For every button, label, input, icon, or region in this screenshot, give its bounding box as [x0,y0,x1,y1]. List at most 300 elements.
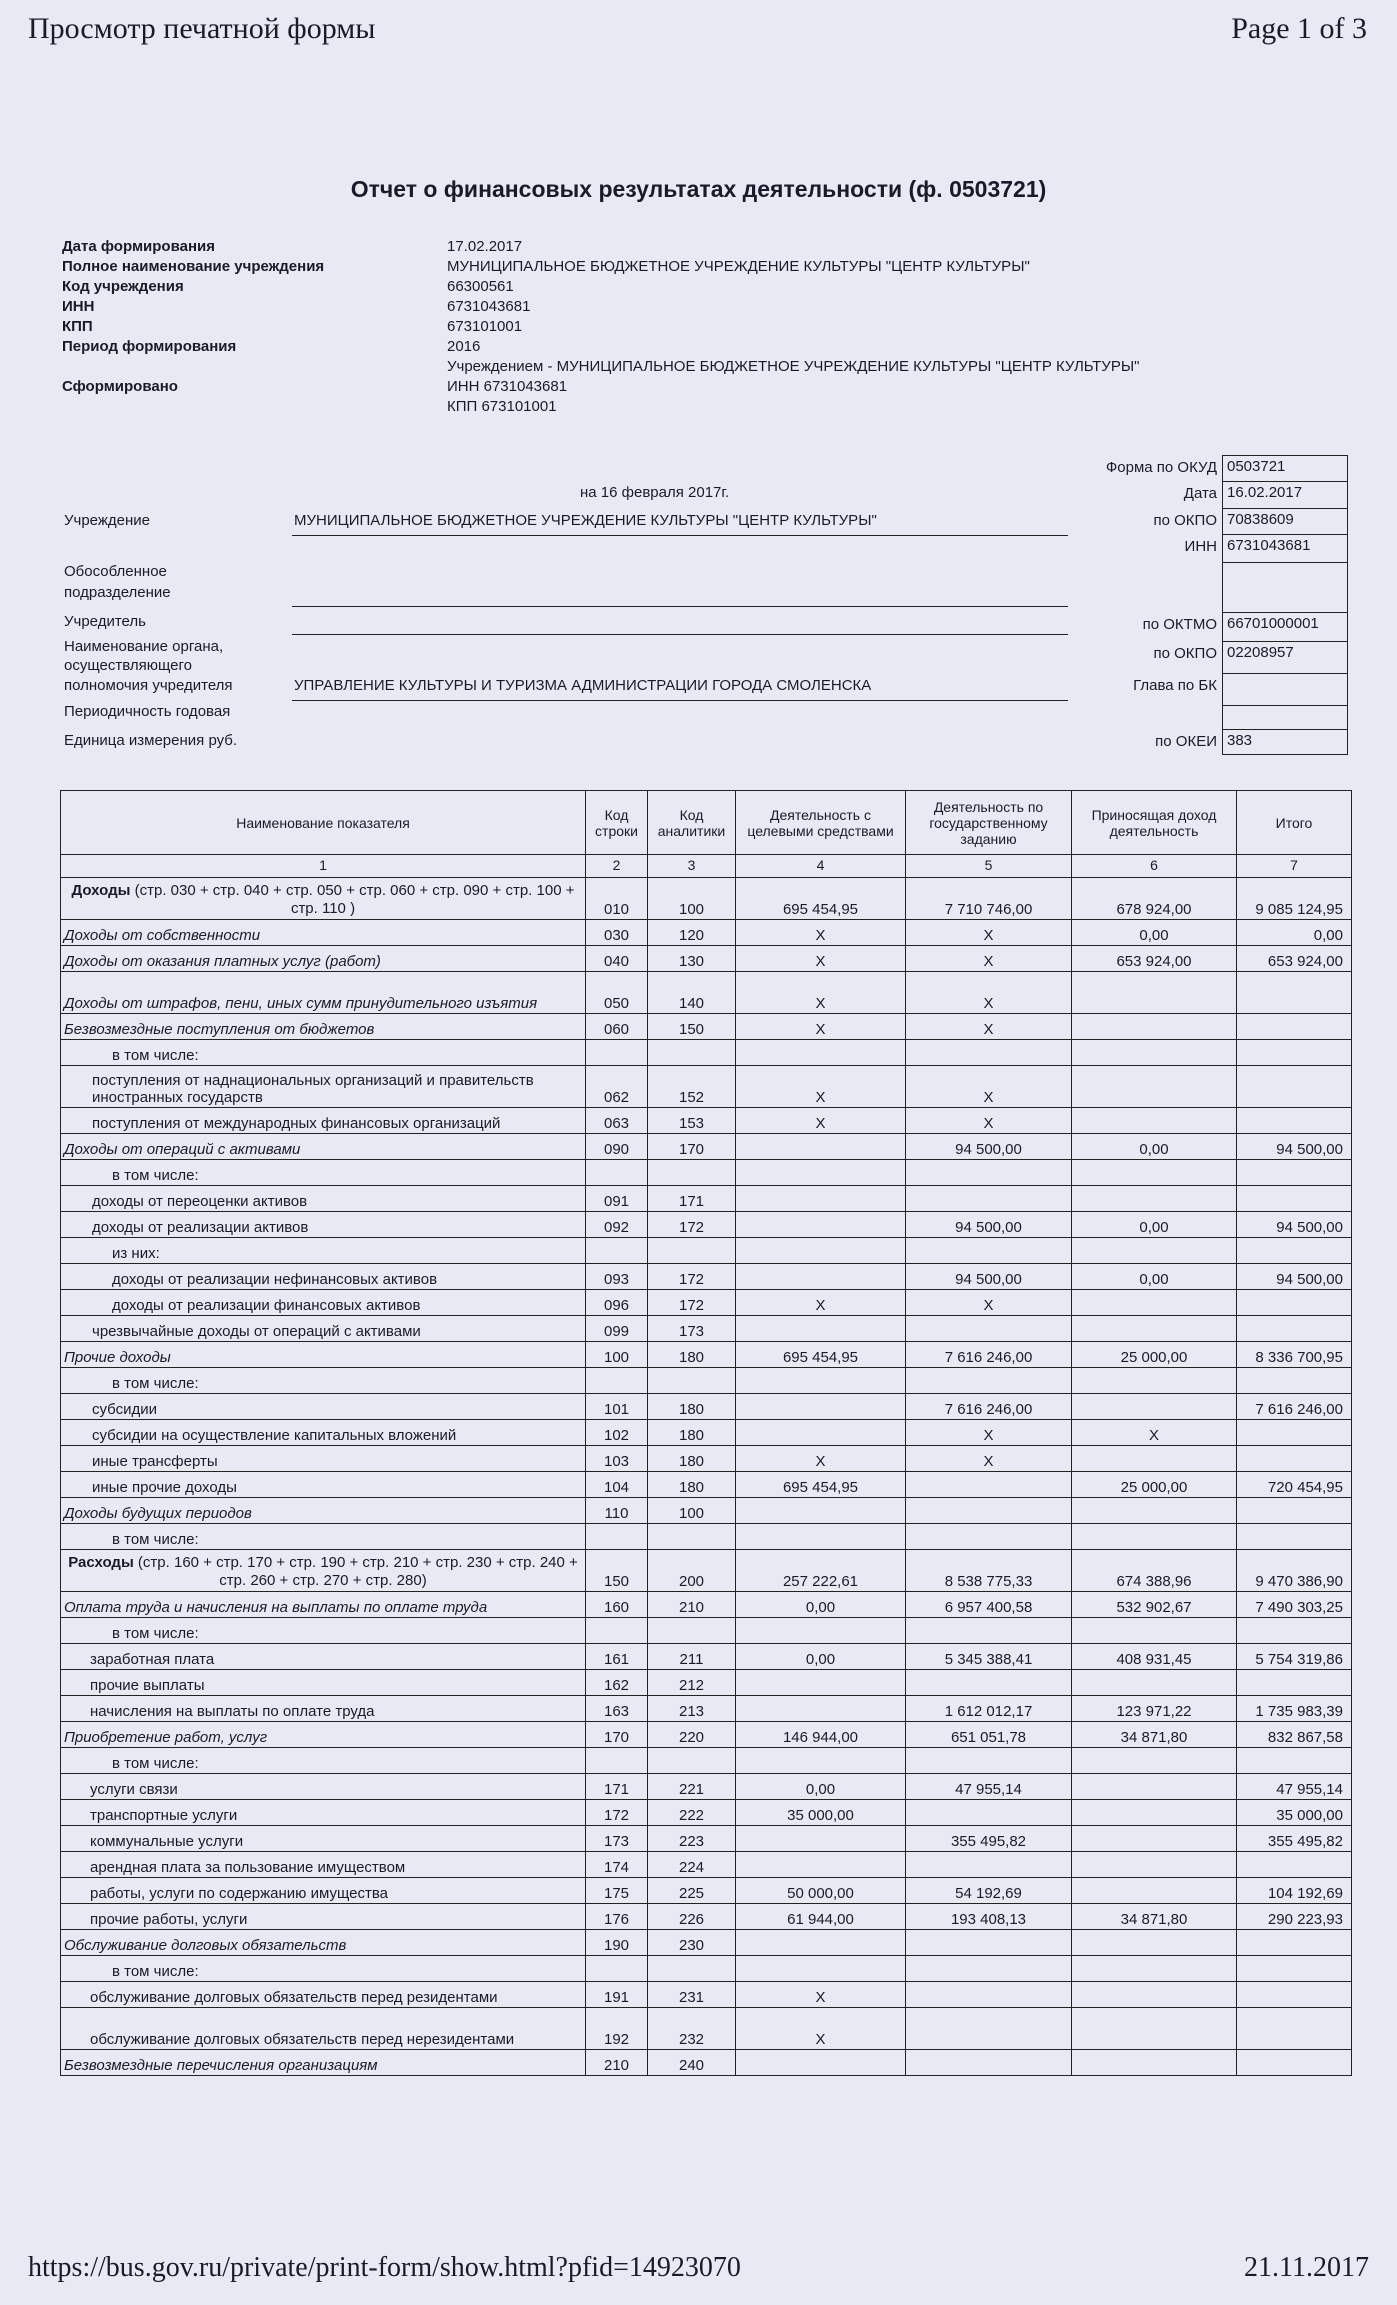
total-cell: 9 085 124,95 [1237,878,1352,920]
organ-label-2: осуществляющего [64,657,192,674]
total-cell [1237,1956,1352,1982]
line-code-cell: 110 [586,1498,648,1524]
table-header-row [61,791,1352,855]
state-task-cell: 94 500,00 [906,1212,1072,1238]
target-funds-cell [736,1696,906,1722]
total-cell [1237,1852,1352,1878]
total-cell [1237,972,1352,1014]
column-number: 1 [61,855,586,878]
info-label: Сформировано [62,378,178,395]
income-activity-cell: 0,00 [1072,1264,1237,1290]
indicator-name-cell: чрезвычайные доходы от операций с активами [61,1316,586,1342]
info-value: 673101001 [447,318,523,335]
analytic-code-cell [648,1748,736,1774]
indicator-name-cell: доходы от реализации активов [61,1212,586,1238]
table-row [61,1592,1352,1618]
target-funds-cell [736,1264,906,1290]
indicator-name-cell: из них: [61,1238,586,1264]
target-funds-cell: X [736,972,906,1014]
info-value: 66300561 [447,278,514,295]
table-row [61,1066,1352,1108]
target-funds-cell: X [736,1066,906,1108]
state-task-cell [906,1040,1072,1066]
indicator-name-cell: в том числе: [61,1040,586,1066]
indicator-name-cell: заработная плата [61,1644,586,1670]
target-funds-cell [736,1826,906,1852]
income-activity-cell: 0,00 [1072,1212,1237,1238]
income-activity-cell [1072,1290,1237,1316]
total-cell [1237,1040,1352,1066]
state-task-cell [906,1498,1072,1524]
table-row [61,1498,1352,1524]
indicator-name-cell: доходы от переоценки активов [61,1186,586,1212]
info-label: ИНН [62,298,95,315]
indicator-name-cell: в том числе: [61,1618,586,1644]
indicator-name-cell: иные трансферты [61,1446,586,1472]
line-code-cell: 063 [586,1108,648,1134]
table-row [61,1748,1352,1774]
income-activity-cell [1072,1014,1237,1040]
total-cell [1237,1186,1352,1212]
state-task-cell: 54 192,69 [906,1878,1072,1904]
organ-label-3: полномочия учредителя [64,677,233,694]
state-task-cell: X [906,1066,1072,1108]
table-row [61,1930,1352,1956]
total-cell: 94 500,00 [1237,1134,1352,1160]
line-code-cell: 150 [586,1550,648,1592]
indicator-name-cell: Доходы будущих периодов [61,1498,586,1524]
subdivision-label: Обособленное [64,563,167,580]
code-box-label: по ОКЕИ [1155,733,1217,750]
state-task-cell: 193 408,13 [906,1904,1072,1930]
income-activity-cell [1072,1316,1237,1342]
income-activity-cell [1072,1748,1237,1774]
analytic-code-cell [648,1618,736,1644]
analytic-code-cell [648,1160,736,1186]
income-activity-cell [1072,2008,1237,2050]
table-row [61,972,1352,1014]
line-code-cell: 176 [586,1904,648,1930]
line-code-cell: 192 [586,2008,648,2050]
table-row [61,1904,1352,1930]
report-title: Отчет о финансовых результатах деятельности (ф. 0503721) [350,176,1047,202]
code-box-label: Форма по ОКУД [1105,459,1217,476]
line-code-cell [586,1160,648,1186]
indicator-name-cell: услуги связи [61,1774,586,1800]
total-cell [1237,1108,1352,1134]
indicator-name-cell: прочие работы, услуги [61,1904,586,1930]
total-cell [1237,1618,1352,1644]
total-cell: 7 490 303,25 [1237,1592,1352,1618]
analytic-code-cell [648,1368,736,1394]
table-row [61,1420,1352,1446]
info-label: Полное наименование учреждения [62,258,325,275]
target-funds-cell: 0,00 [736,1774,906,1800]
target-funds-cell [736,1040,906,1066]
code-box-label: по ОКТМО [1142,616,1217,633]
table-row [61,1472,1352,1498]
table-row [61,1108,1352,1134]
target-funds-cell: 146 944,00 [736,1722,906,1748]
total-cell: 7 616 246,00 [1237,1394,1352,1420]
state-task-cell: X [906,1446,1072,1472]
total-cell [1237,1930,1352,1956]
total-cell [1237,1420,1352,1446]
income-activity-cell [1072,1800,1237,1826]
income-activity-cell: 678 924,00 [1072,878,1237,920]
indicator-name-cell: доходы от реализации финансовых активов [61,1290,586,1316]
state-task-cell: 94 500,00 [906,1134,1072,1160]
analytic-code-cell: 200 [648,1550,736,1592]
target-funds-cell: X [736,1014,906,1040]
line-code-cell: 171 [586,1774,648,1800]
analytic-code-cell: 180 [648,1446,736,1472]
target-funds-cell: 50 000,00 [736,1878,906,1904]
line-code-cell: 090 [586,1134,648,1160]
target-funds-cell [736,1524,906,1550]
state-task-cell: 8 538 775,33 [906,1550,1072,1592]
code-box-value: 66701000001 [1222,612,1348,642]
income-activity-cell: 34 871,80 [1072,1722,1237,1748]
target-funds-cell [736,1134,906,1160]
table-row [61,1722,1352,1748]
target-funds-cell: X [736,946,906,972]
total-cell: 94 500,00 [1237,1212,1352,1238]
indicator-name-cell: в том числе: [61,1524,586,1550]
code-box-label: по ОКПО [1153,645,1217,662]
table-row [61,1878,1352,1904]
total-cell: 104 192,69 [1237,1878,1352,1904]
state-task-cell: 47 955,14 [906,1774,1072,1800]
table-row [61,1826,1352,1852]
income-activity-cell [1072,1524,1237,1550]
line-code-cell: 210 [586,2050,648,2076]
code-box-label: Дата [1183,485,1217,502]
info-value: 17.02.2017 [447,238,523,255]
total-cell: 0,00 [1237,920,1352,946]
target-funds-cell: X [736,2008,906,2050]
table-row [61,1212,1352,1238]
total-cell [1237,1524,1352,1550]
indicator-name-cell: обслуживание долговых обязательств перед нерезидентами [61,2008,586,2050]
target-funds-cell [736,1160,906,1186]
total-cell [1237,2008,1352,2050]
state-task-cell [906,1472,1072,1498]
income-activity-cell: 0,00 [1072,920,1237,946]
total-cell [1237,1160,1352,1186]
header-line-code: Код строки [586,791,648,855]
indicator-name-cell: Безвозмездные поступления от бюджетов [61,1014,586,1040]
target-funds-cell [736,1420,906,1446]
income-activity-cell [1072,1852,1237,1878]
line-code-cell: 172 [586,1800,648,1826]
state-task-cell: X [906,972,1072,1014]
total-cell [1237,1066,1352,1108]
state-task-cell: X [906,1108,1072,1134]
target-funds-cell: X [736,1290,906,1316]
income-activity-cell [1072,1238,1237,1264]
report-date-line: на 16 февраля 2017г. [580,484,730,501]
target-funds-cell: 695 454,95 [736,1342,906,1368]
table-row [61,878,1352,920]
indicator-name-cell: арендная плата за пользование имуществом [61,1852,586,1878]
indicator-name-cell: поступления от международных финансовых организаций [61,1108,586,1134]
target-funds-cell [736,1618,906,1644]
income-activity-cell: 0,00 [1072,1134,1237,1160]
income-activity-cell [1072,1186,1237,1212]
income-activity-cell [1072,1878,1237,1904]
state-task-cell [906,1186,1072,1212]
indicator-name-cell: в том числе: [61,1160,586,1186]
column-number: 7 [1237,855,1352,878]
subdivision-underline [292,606,1068,607]
indicator-name-cell: Доходы от оказания платных услуг (работ) [61,946,586,972]
target-funds-cell: X [736,1108,906,1134]
table-row [61,1264,1352,1290]
income-activity-cell [1072,1930,1237,1956]
total-cell: 8 336 700,95 [1237,1342,1352,1368]
target-funds-cell [736,1670,906,1696]
total-cell [1237,1446,1352,1472]
income-activity-cell: 123 971,22 [1072,1696,1237,1722]
state-task-cell [906,1368,1072,1394]
analytic-code-cell: 224 [648,1852,736,1878]
target-funds-cell [736,1852,906,1878]
table-row [61,2008,1352,2050]
analytic-code-cell: 225 [648,1878,736,1904]
state-task-cell [906,1160,1072,1186]
table-row [61,1134,1352,1160]
line-code-cell: 100 [586,1342,648,1368]
table-row [61,1524,1352,1550]
indicator-name-cell: Доходы (стр. 030 + стр. 040 + стр. 050 + стр. 060 + стр. 090 + стр. 100 + стр. 110 ) [61,878,586,920]
target-funds-cell: 695 454,95 [736,878,906,920]
code-box-value [1222,562,1348,613]
window-title: Просмотр печатной формы [28,12,376,45]
analytic-code-cell: 210 [648,1592,736,1618]
table-row [61,1368,1352,1394]
analytic-code-cell: 172 [648,1212,736,1238]
indicator-name-cell: Прочие доходы [61,1342,586,1368]
income-activity-cell [1072,972,1237,1014]
info-value: Учреждением - МУНИЦИПАЛЬНОЕ БЮДЖЕТНОЕ УЧРЕЖДЕНИЕ КУЛЬТУРЫ "ЦЕНТР КУЛЬТУРЫ" [447,358,1140,375]
income-activity-cell [1072,1394,1237,1420]
analytic-code-cell: 150 [648,1014,736,1040]
income-activity-cell: 674 388,96 [1072,1550,1237,1592]
state-task-cell [906,1800,1072,1826]
analytic-code-cell: 120 [648,920,736,946]
column-number: 3 [648,855,736,878]
line-code-cell: 190 [586,1930,648,1956]
line-code-cell: 163 [586,1696,648,1722]
total-cell [1237,1748,1352,1774]
total-cell [1237,1670,1352,1696]
analytic-code-cell: 170 [648,1134,736,1160]
income-activity-cell: 25 000,00 [1072,1472,1237,1498]
code-box-value [1222,673,1348,706]
analytic-code-cell: 180 [648,1472,736,1498]
income-activity-cell [1072,1956,1237,1982]
line-code-cell [586,1238,648,1264]
income-activity-cell [1072,1982,1237,2008]
line-code-cell: 060 [586,1014,648,1040]
indicator-name-cell: Доходы от операций с активами [61,1134,586,1160]
state-task-cell: 7 710 746,00 [906,878,1072,920]
state-task-cell: 1 612 012,17 [906,1696,1072,1722]
line-code-cell: 173 [586,1826,648,1852]
table-row [61,1014,1352,1040]
financial-results-table [60,790,1352,2076]
line-code-cell [586,1040,648,1066]
state-task-cell [906,1316,1072,1342]
analytic-code-cell: 230 [648,1930,736,1956]
line-code-cell: 191 [586,1982,648,2008]
target-funds-cell [736,1394,906,1420]
income-activity-cell [1072,1446,1237,1472]
state-task-cell: X [906,1420,1072,1446]
target-funds-cell: 61 944,00 [736,1904,906,1930]
table-row [61,1160,1352,1186]
analytic-code-cell: 212 [648,1670,736,1696]
analytic-code-cell: 180 [648,1342,736,1368]
line-code-cell: 091 [586,1186,648,1212]
line-code-cell: 030 [586,920,648,946]
institution-label: Учреждение [64,512,150,529]
line-code-cell [586,1748,648,1774]
total-cell [1237,2050,1352,2076]
analytic-code-cell: 231 [648,1982,736,2008]
footer-url: https://bus.gov.ru/private/print-form/show.html?pfid=14923070 [28,2252,741,2283]
code-box-value [1222,705,1348,730]
line-code-cell [586,1368,648,1394]
target-funds-cell [736,1498,906,1524]
table-row [61,1852,1352,1878]
state-task-cell: X [906,920,1072,946]
indicator-name-cell: в том числе: [61,1956,586,1982]
analytic-code-cell: 180 [648,1394,736,1420]
indicator-name-cell: иные прочие доходы [61,1472,586,1498]
income-activity-cell: 408 931,45 [1072,1644,1237,1670]
table-row [61,1644,1352,1670]
target-funds-cell: X [736,920,906,946]
table-row [61,1696,1352,1722]
analytic-code-cell [648,1956,736,1982]
code-box-value: 16.02.2017 [1222,481,1348,509]
periodicity-label: Периодичность годовая [64,703,231,720]
state-task-cell: 6 957 400,58 [906,1592,1072,1618]
target-funds-cell: 0,00 [736,1592,906,1618]
organ-value: УПРАВЛЕНИЕ КУЛЬТУРЫ И ТУРИЗМА АДМИНИСТРАЦИИ ГОРОДА СМОЛЕНСКА [294,677,872,694]
target-funds-cell [736,1186,906,1212]
indicator-name-cell: Безвозмездные перечисления организациям [61,2050,586,2076]
total-cell: 94 500,00 [1237,1264,1352,1290]
total-cell [1237,1982,1352,2008]
target-funds-cell: 35 000,00 [736,1800,906,1826]
indicator-name-cell: Расходы (стр. 160 + стр. 170 + стр. 190 + стр. 210 + стр. 230 + стр. 240 + стр. 260 + стр. 270 + стр. 280) [61,1550,586,1592]
target-funds-cell: X [736,1982,906,2008]
total-cell: 35 000,00 [1237,1800,1352,1826]
table-row [61,1618,1352,1644]
indicator-name-cell: прочие выплаты [61,1670,586,1696]
info-label: Дата формирования [62,238,215,255]
table-row [61,1186,1352,1212]
total-cell [1237,1290,1352,1316]
code-box-label: ИНН [1184,538,1217,555]
analytic-code-cell: 130 [648,946,736,972]
indicator-name-cell: Доходы от штрафов, пени, иных сумм принудительного изъятия [61,972,586,1014]
state-task-cell [906,1524,1072,1550]
income-activity-cell [1072,1774,1237,1800]
analytic-code-cell: 220 [648,1722,736,1748]
line-code-cell: 175 [586,1878,648,1904]
income-activity-cell [1072,1040,1237,1066]
table-row [61,1316,1352,1342]
target-funds-cell: 695 454,95 [736,1472,906,1498]
state-task-cell: 7 616 246,00 [906,1394,1072,1420]
line-code-cell [586,1618,648,1644]
income-activity-cell [1072,1618,1237,1644]
income-activity-cell [1072,2050,1237,2076]
income-activity-cell: 532 902,67 [1072,1592,1237,1618]
target-funds-cell [736,1368,906,1394]
indicator-name-cell: в том числе: [61,1748,586,1774]
state-task-cell [906,1930,1072,1956]
institution-underline [292,535,1068,536]
table-row [61,1982,1352,2008]
analytic-code-cell: 140 [648,972,736,1014]
indicator-name-cell: Доходы от собственности [61,920,586,946]
line-code-cell: 160 [586,1592,648,1618]
income-activity-cell [1072,1670,1237,1696]
state-task-cell: 355 495,82 [906,1826,1072,1852]
target-funds-cell [736,1316,906,1342]
indicator-name-cell: Оплата труда и начисления на выплаты по оплате труда [61,1592,586,1618]
analytic-code-cell: 226 [648,1904,736,1930]
code-box-label: Глава по БК [1133,677,1217,694]
line-code-cell: 062 [586,1066,648,1108]
table-row [61,1956,1352,1982]
column-number: 5 [906,855,1072,878]
analytic-code-cell [648,1524,736,1550]
founder-label: Учредитель [64,613,146,630]
target-funds-cell [736,1238,906,1264]
state-task-cell [906,1956,1072,1982]
income-activity-cell [1072,1160,1237,1186]
total-cell: 290 223,93 [1237,1904,1352,1930]
header-total: Итого [1237,791,1352,855]
indicator-name-cell: субсидии [61,1394,586,1420]
analytic-code-cell: 232 [648,2008,736,2050]
line-code-cell: 092 [586,1212,648,1238]
line-code-cell: 161 [586,1644,648,1670]
total-cell [1237,1498,1352,1524]
state-task-cell: 7 616 246,00 [906,1342,1072,1368]
total-cell: 832 867,58 [1237,1722,1352,1748]
target-funds-cell: 0,00 [736,1644,906,1670]
total-cell [1237,1368,1352,1394]
indicator-name-cell: работы, услуги по содержанию имущества [61,1878,586,1904]
info-label: КПП [62,318,93,335]
total-cell: 5 754 319,86 [1237,1644,1352,1670]
line-code-cell: 099 [586,1316,648,1342]
info-label: Период формирования [62,338,237,355]
income-activity-cell: 653 924,00 [1072,946,1237,972]
code-box-label: по ОКПО [1153,512,1217,529]
header-target-funds: Деятельность с целевыми средствами [736,791,906,855]
header-analytic-code: Код аналитики [648,791,736,855]
line-code-cell: 174 [586,1852,648,1878]
income-activity-cell: X [1072,1420,1237,1446]
